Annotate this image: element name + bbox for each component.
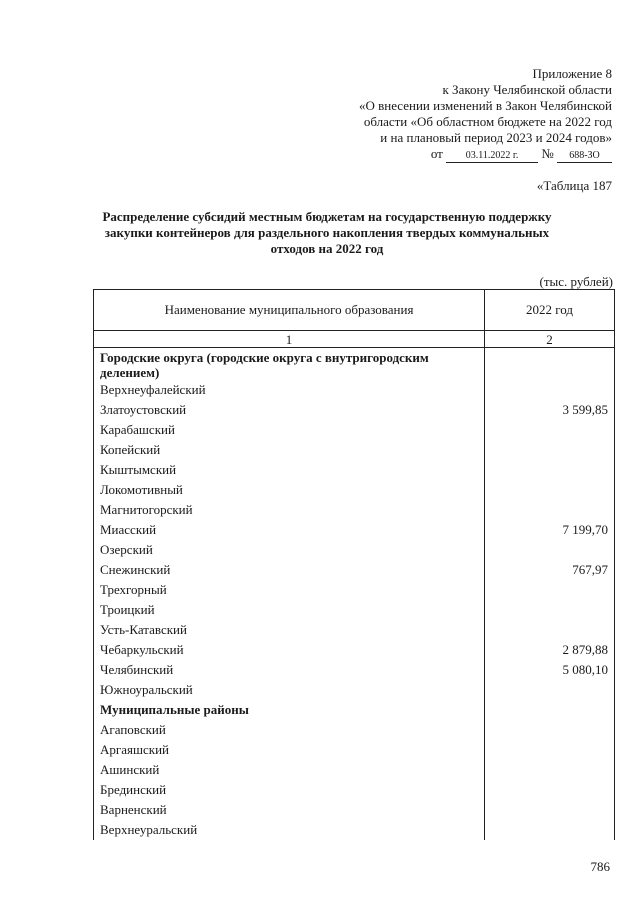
column-number: 1	[94, 331, 485, 348]
table-row	[94, 740, 615, 760]
table-row	[94, 820, 615, 840]
appendix-line: к Закону Челябинской области	[442, 82, 612, 97]
table-row	[94, 480, 615, 500]
subsidy-amount	[485, 460, 615, 480]
table-body	[94, 348, 615, 841]
table-row	[94, 380, 615, 400]
municipality-name: Снежинский	[94, 560, 485, 580]
table-row	[94, 680, 615, 700]
appendix-line: области «Об областном бюджете на 2022 год	[363, 114, 612, 129]
subsidy-amount: 5 080,10	[485, 660, 615, 680]
appendix-line: и на плановый период 2023 и 2024 годов»	[380, 130, 612, 145]
table-row	[94, 780, 615, 800]
table-row	[94, 560, 615, 580]
subsidy-amount	[485, 620, 615, 640]
law-date: 03.11.2022 г.	[446, 150, 538, 163]
subsidy-amount: 3 599,85	[485, 400, 615, 420]
municipality-name: Брединский	[94, 780, 485, 800]
municipality-name: Трехгорный	[94, 580, 485, 600]
municipality-name: Троицкий	[94, 600, 485, 620]
subsidy-amount	[485, 580, 615, 600]
table-row	[94, 600, 615, 620]
subsidy-amount	[485, 700, 615, 720]
municipality-name: Челябинский	[94, 660, 485, 680]
municipality-name: Варненский	[94, 800, 485, 820]
number-label: №	[541, 146, 554, 161]
table-row	[94, 800, 615, 820]
table-row	[94, 440, 615, 460]
table-row	[94, 580, 615, 600]
table-row	[94, 640, 615, 660]
table-row	[94, 760, 615, 780]
column-header-name: Наименование муниципального образования	[94, 290, 485, 331]
column-header-year: 2022 год	[485, 290, 615, 331]
subsidy-amount	[485, 680, 615, 700]
table-row	[94, 348, 615, 381]
municipality-name: Озерский	[94, 540, 485, 560]
subsidy-amount: 2 879,88	[485, 640, 615, 660]
table-row	[94, 620, 615, 640]
subsidy-amount	[485, 440, 615, 460]
units-label: (тыс. рублей)	[539, 274, 613, 289]
table-row	[94, 460, 615, 480]
subsidy-amount	[485, 780, 615, 800]
document-title: Распределение субсидий местным бюджетам на государственную поддержку закупки контейнеров для раздельного накопления твердых коммунальных отходов на 2022 год	[102, 209, 552, 256]
subsidy-amount	[485, 800, 615, 820]
municipality-name: Муниципальные районы	[94, 700, 485, 720]
municipality-name: Аргаяшский	[94, 740, 485, 760]
municipality-name: Городские округа (городские округа с внутригородским делением)	[94, 348, 485, 381]
municipality-name: Южноуральский	[94, 680, 485, 700]
municipality-name: Усть-Катавский	[94, 620, 485, 640]
subsidy-amount	[485, 420, 615, 440]
signature-line	[431, 146, 612, 163]
municipality-name: Чебаркульский	[94, 640, 485, 660]
table-row	[94, 540, 615, 560]
table-row	[94, 700, 615, 720]
municipality-name: Карабашский	[94, 420, 485, 440]
table-row	[94, 400, 615, 420]
municipality-name: Ашинский	[94, 760, 485, 780]
municipality-name: Локомотивный	[94, 480, 485, 500]
appendix-line: «О внесении изменений в Закон Челябинской	[358, 98, 612, 113]
municipality-name: Миасский	[94, 520, 485, 540]
municipality-name: Златоустовский	[94, 400, 485, 420]
subsidy-amount	[485, 600, 615, 620]
subsidy-amount	[485, 820, 615, 840]
subsidy-amount: 7 199,70	[485, 520, 615, 540]
subsidy-amount	[485, 720, 615, 740]
table-row	[94, 500, 615, 520]
subsidy-amount	[485, 480, 615, 500]
municipality-name: Магнитогорский	[94, 500, 485, 520]
table-row	[94, 520, 615, 540]
municipality-name: Верхнеуральский	[94, 820, 485, 840]
subsidy-amount	[485, 348, 615, 381]
table-reference: «Таблица 187	[536, 178, 612, 193]
law-number: 688-ЗО	[557, 150, 612, 163]
municipality-name: Агаповский	[94, 720, 485, 740]
subsidy-amount	[485, 760, 615, 780]
subsidy-table	[93, 289, 615, 840]
subsidy-amount	[485, 500, 615, 520]
table-row	[94, 660, 615, 680]
subsidy-amount	[485, 540, 615, 560]
municipality-name: Копейский	[94, 440, 485, 460]
subsidy-amount	[485, 380, 615, 400]
subsidy-amount	[485, 740, 615, 760]
column-number: 2	[485, 331, 615, 348]
table-row	[94, 420, 615, 440]
appendix-header	[359, 66, 612, 163]
table-row	[94, 720, 615, 740]
subsidy-amount: 767,97	[485, 560, 615, 580]
from-label: от	[430, 146, 443, 161]
municipality-name: Кыштымский	[94, 460, 485, 480]
page-number: 786	[590, 859, 610, 874]
municipality-name: Верхнеуфалейский	[94, 380, 485, 400]
appendix-line: Приложение 8	[532, 66, 612, 81]
